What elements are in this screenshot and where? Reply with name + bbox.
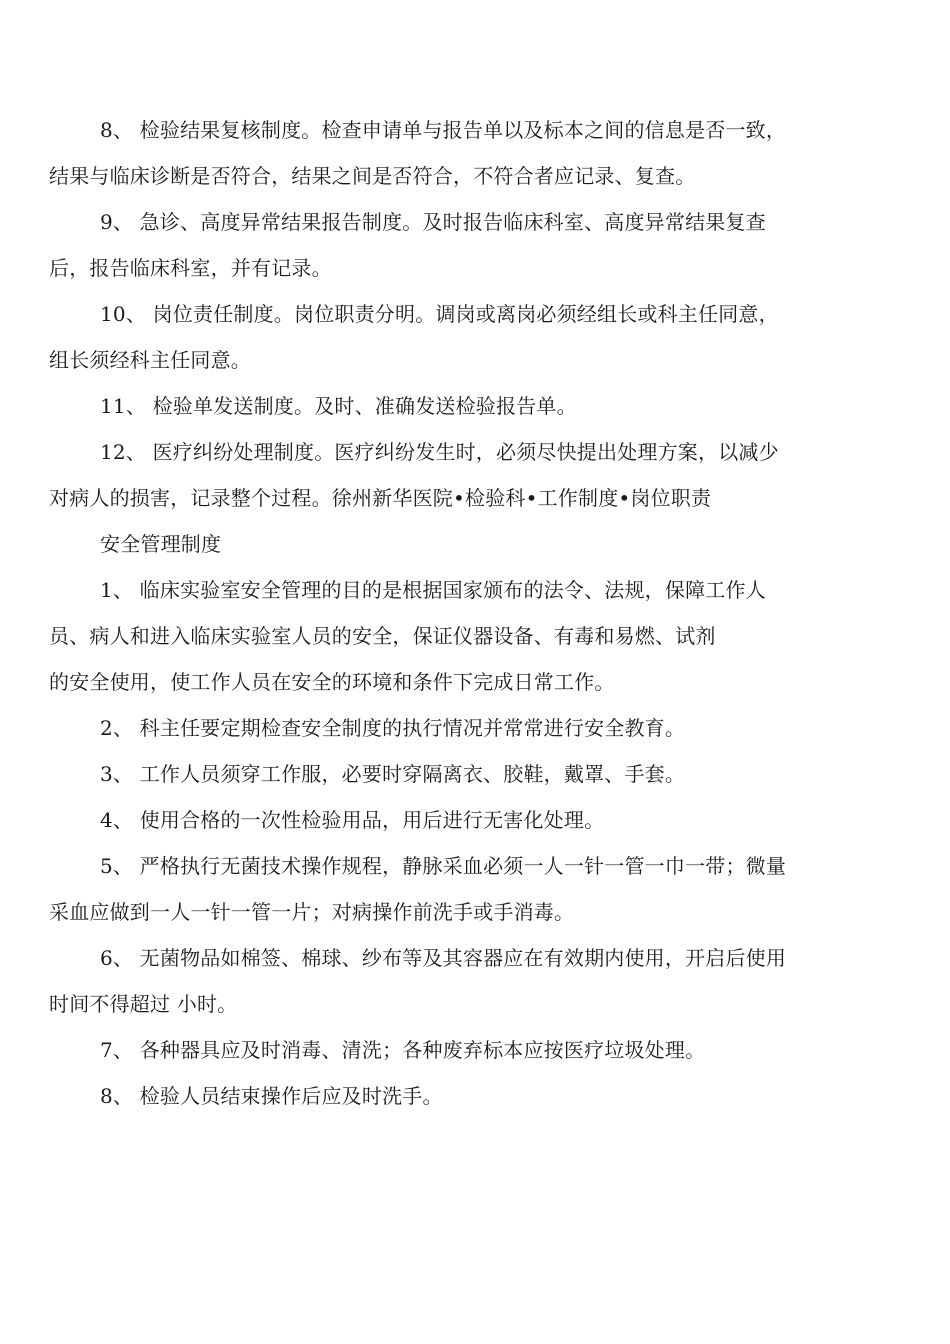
paragraph-line: 时间不得超过 小时。 [49, 992, 238, 1016]
paragraph-line: 7、 各种器具应及时消毒、清洗；各种废弃标本应按医疗垃圾处理。 [100, 1038, 706, 1062]
paragraph-line: 10、 岗位责任制度。岗位职责分明。调岗或离岗必须经组长或科主任同意， [100, 302, 779, 326]
paragraph-line: 组长须经科主任同意。 [49, 348, 251, 372]
section-heading: 安全管理制度 [100, 532, 222, 556]
paragraph-line: 1、 临床实验室安全管理的目的是根据国家颁布的法令、法规，保障工作人 [100, 578, 766, 602]
paragraph-line: 结果与临床诊断是否符合，结果之间是否符合，不符合者应记录、复查。 [49, 164, 696, 188]
paragraph-line: 11、 检验单发送制度。及时、准确发送检验报告单。 [100, 394, 577, 418]
paragraph-line: 8、 检验结果复核制度。检查申请单与报告单以及标本之间的信息是否一致， [100, 118, 787, 142]
paragraph-line: 3、 工作人员须穿工作服，必要时穿隔离衣、胶鞋，戴罩、手套。 [100, 762, 686, 786]
paragraph-line: 5、 严格执行无菌技术操作规程，静脉采血必须一人一针一管一巾一带；微量 [100, 854, 787, 878]
paragraph-line: 8、 检验人员结束操作后应及时洗手。 [100, 1084, 443, 1108]
paragraph-line: 后，报告临床科室，并有记录。 [49, 256, 332, 280]
paragraph-line: 的安全使用，使工作人员在安全的环境和条件下完成日常工作。 [49, 670, 615, 694]
paragraph-line: 员、病人和进入临床实验室人员的安全，保证仪器设备、有毒和易燃、试剂 [49, 624, 716, 648]
paragraph-line: 采血应做到一人一针一管一片；对病操作前洗手或手消毒。 [49, 900, 575, 924]
paragraph-line: 4、 使用合格的一次性检验用品，用后进行无害化处理。 [100, 808, 605, 832]
paragraph-line: 2、 科主任要定期检查安全制度的执行情况并常常进行安全教育。 [100, 716, 686, 740]
paragraph-line: 6、 无菌物品如棉签、棉球、纱布等及其容器应在有效期内使用，开启后使用 [100, 946, 787, 970]
paragraph-line: 对病人的损害，记录整个过程。徐州新华医院•检验科•工作制度•岗位职责 [49, 486, 712, 510]
paragraph-line: 9、 急诊、高度异常结果报告制度。及时报告临床科室、高度异常结果复查 [100, 210, 766, 234]
paragraph-line: 12、 医疗纠纷处理制度。医疗纠纷发生时，必须尽快提出处理方案，以减少 [100, 440, 779, 464]
